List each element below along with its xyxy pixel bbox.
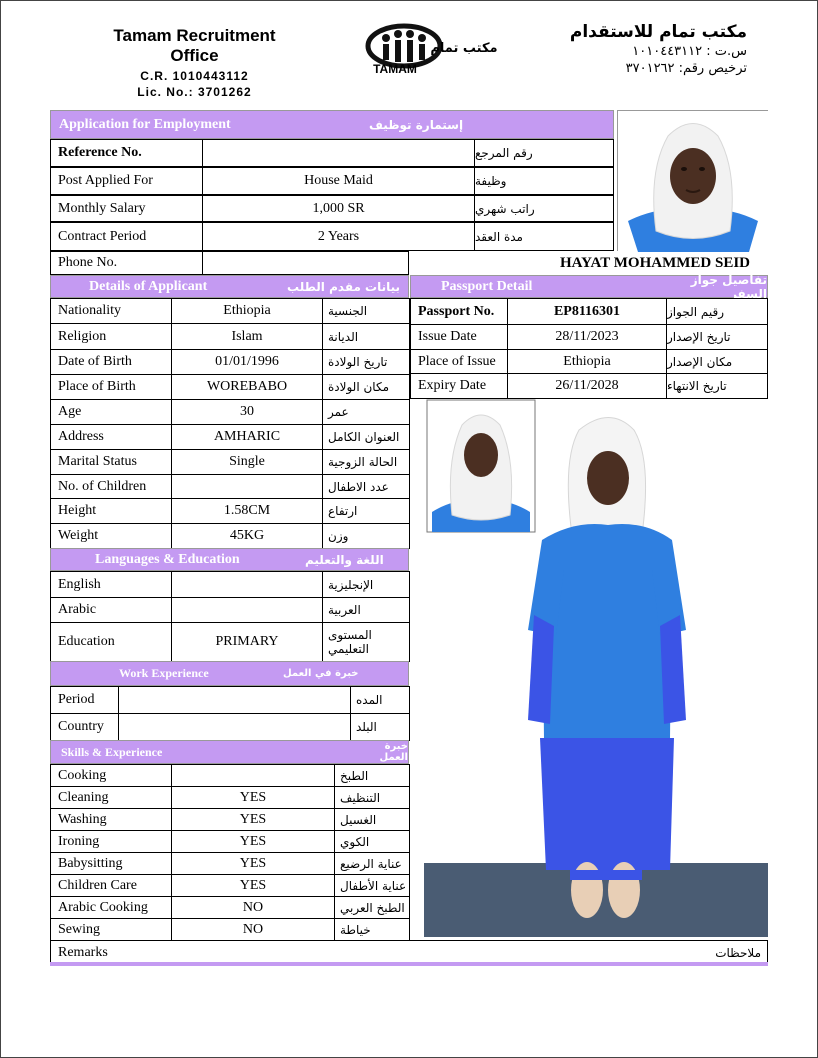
skills-row-value: YES (171, 852, 335, 875)
skills-row-label: Children Care (50, 874, 172, 897)
passport-row-label: Expiry Date (410, 373, 508, 399)
applicant-full-body-photo (424, 400, 768, 937)
details-row-value (171, 474, 323, 499)
skills-row-label-ar: الغسيل (334, 808, 410, 831)
details-row-value: AMHARIC (171, 424, 323, 450)
details-row-value: WOREBABO (171, 374, 323, 400)
passport-row-value: 26/11/2028 (507, 373, 667, 399)
skills-row-value (171, 764, 335, 787)
skills-row-label-ar: الكوي (334, 830, 410, 853)
logo-text: TAMAM (373, 62, 417, 76)
skills-title-ar: خبرة العمل (379, 741, 408, 763)
details-row-label-ar: ارتفاع (322, 498, 410, 524)
passport-title-en: Passport Detail (441, 278, 533, 294)
skills-row-value: YES (171, 830, 335, 853)
languages-title-band (50, 548, 409, 571)
application-title-en: Application for Employment (59, 116, 231, 132)
office-cr-ar: س.ت : ١٠١٠٤٤٣١١٢ (632, 44, 747, 59)
details-row-label-ar: العنوان الكامل (322, 424, 410, 450)
application-row-value: 1,000 SR (202, 195, 475, 222)
skills-row-label-ar: عناية الرضيع (334, 852, 410, 875)
skills-row-value: YES (171, 808, 335, 831)
application-row-label: Reference No. (50, 139, 203, 167)
details-row-value: 01/01/1996 (171, 349, 323, 375)
details-row-value: Ethiopia (171, 298, 323, 324)
remarks-row (50, 940, 768, 964)
skills-row-label-ar: عناية الأطفال (334, 874, 410, 897)
details-row-label: Religion (50, 323, 172, 350)
details-row-label: Age (50, 399, 172, 425)
languages-row-label-ar: العربية (322, 597, 410, 623)
details-row-label: Address (50, 424, 172, 450)
skills-row-label: Arabic Cooking (50, 896, 172, 919)
details-row-label-ar: الديانة (322, 323, 410, 350)
passport-title-ar: تفاصيل جواز السفر (690, 272, 767, 301)
skills-row-label: Sewing (50, 918, 172, 941)
details-row-label: Date of Birth (50, 349, 172, 375)
work-row-label: Period (50, 686, 119, 714)
passport-row-value: EP8116301 (507, 298, 667, 325)
skills-row-label: Cleaning (50, 786, 172, 809)
languages-title-ar: اللغة والتعليم (305, 552, 384, 567)
office-cr-en: C.R. 1010443112 (140, 69, 249, 83)
application-title-ar: إستمارة توظيف (369, 117, 464, 132)
details-row-label: Nationality (50, 298, 172, 324)
details-row-value: 30 (171, 399, 323, 425)
passport-row-value: 28/11/2023 (507, 324, 667, 350)
applicant-name: HAYAT MOHAMMED SEID (559, 254, 750, 271)
details-row-label: Marital Status (50, 449, 172, 475)
details-row-label-ar: مكان الولادة (322, 374, 410, 400)
languages-row-label: English (50, 571, 172, 598)
languages-row-value (171, 571, 323, 598)
passport-row-label-ar: تاريخ الانتهاء (666, 373, 768, 399)
languages-row-value: PRIMARY (171, 622, 323, 662)
passport-row-value: Ethiopia (507, 349, 667, 374)
details-row-value: 1.58CM (171, 498, 323, 524)
passport-row-label-ar: تاريخ الإصدار (666, 324, 768, 350)
skills-title-en: Skills & Experience (61, 744, 163, 759)
skills-row-value: NO (171, 918, 335, 941)
skills-row-label-ar: التنظيف (334, 786, 410, 809)
office-license-ar: ترخيص رقم: ٣٧٠١٢٦٢ (625, 61, 747, 76)
details-row-value: 45KG (171, 523, 323, 549)
details-row-value: Islam (171, 323, 323, 350)
passport-row-label-ar: رقيم الجواز (666, 298, 768, 325)
skills-row-label: Cooking (50, 764, 172, 787)
logo-arabic-text: مكتب تمام (430, 41, 498, 56)
remarks-label: Remarks (58, 944, 108, 960)
skills-row-label-ar: خياطة (334, 918, 410, 941)
skills-row-label-ar: الطبخ العربي (334, 896, 410, 919)
application-row-label-ar: راتب شهري (474, 195, 614, 222)
office-name-en: Tamam Recruitment Office (113, 26, 276, 65)
details-row-label-ar: وزن (322, 523, 410, 549)
languages-row-value (171, 597, 323, 623)
skills-row-label: Babysitting (50, 852, 172, 875)
passport-row-label-ar: مكان الإصدار (666, 349, 768, 374)
application-row-value: House Maid (202, 167, 475, 195)
skills-row-value: YES (171, 874, 335, 897)
passport-title-band (410, 272, 768, 301)
skills-row-value: NO (171, 896, 335, 919)
application-row-label-ar: وظيفة (474, 167, 614, 195)
details-row-label-ar: الجنسية (322, 298, 410, 324)
office-header-ar (535, 22, 747, 76)
application-row-value: 2 Years (202, 222, 475, 251)
remarks-bottom-bar (50, 962, 768, 966)
skills-row-label: Ironing (50, 830, 172, 853)
passport-row-label: Place of Issue (410, 349, 508, 374)
work-title-en: Work Experience (119, 666, 209, 680)
applicant-portrait-photo (617, 110, 768, 251)
details-title-ar: بيانات مقدم الطلب (287, 279, 401, 294)
application-row-label-ar: رقم المرجع (474, 139, 614, 167)
details-row-label-ar: عدد الاطفال (322, 474, 410, 499)
languages-row-label: Education (50, 622, 172, 662)
details-title-en: Details of Applicant (89, 278, 208, 294)
application-row-label-ar: مدة العقد (474, 222, 614, 251)
office-license-en: Lic. No.: 3701262 (137, 85, 252, 99)
skills-title-band (50, 740, 409, 764)
work-row-label-ar: المده (350, 686, 410, 714)
application-title-band (50, 110, 614, 139)
details-row-value: Single (171, 449, 323, 475)
details-row-label: Height (50, 498, 172, 524)
office-name-ar: مكتب تمام للاستقدام (569, 22, 747, 42)
skills-row-label: Washing (50, 808, 172, 831)
skills-row-value: YES (171, 786, 335, 809)
details-row-label-ar: عمر (322, 399, 410, 425)
details-title-band (50, 275, 409, 298)
phone-label: Phone No. (50, 251, 203, 275)
remarks-label-ar: ملاحظات (715, 945, 761, 960)
work-row-value (118, 713, 351, 741)
skills-row-label-ar: الطبخ (334, 764, 410, 787)
work-title-ar: خبرة في العمل (283, 668, 359, 679)
passport-row-label: Issue Date (410, 324, 508, 350)
work-row-label-ar: البلد (350, 713, 410, 741)
passport-row-label: Passport No. (410, 298, 508, 325)
application-row-label: Contract Period (50, 222, 203, 251)
languages-row-label-ar: الإنجليزية (322, 571, 410, 598)
application-row-label: Post Applied For (50, 167, 203, 195)
application-row-value (202, 139, 475, 167)
languages-title-en: Languages & Education (95, 551, 240, 567)
languages-row-label-ar: المستوى التعليمي (322, 622, 410, 662)
work-title-band (50, 661, 409, 686)
work-row-label: Country (50, 713, 119, 741)
details-row-label: Weight (50, 523, 172, 549)
office-header-en (92, 26, 297, 99)
phone-value (202, 251, 409, 275)
details-row-label-ar: الحالة الزوجية (322, 449, 410, 475)
details-row-label-ar: تاريخ الولادة (322, 349, 410, 375)
languages-row-label: Arabic (50, 597, 172, 623)
work-row-value (118, 686, 351, 714)
details-row-label: Place of Birth (50, 374, 172, 400)
details-row-label: No. of Children (50, 474, 172, 499)
application-row-label: Monthly Salary (50, 195, 203, 222)
